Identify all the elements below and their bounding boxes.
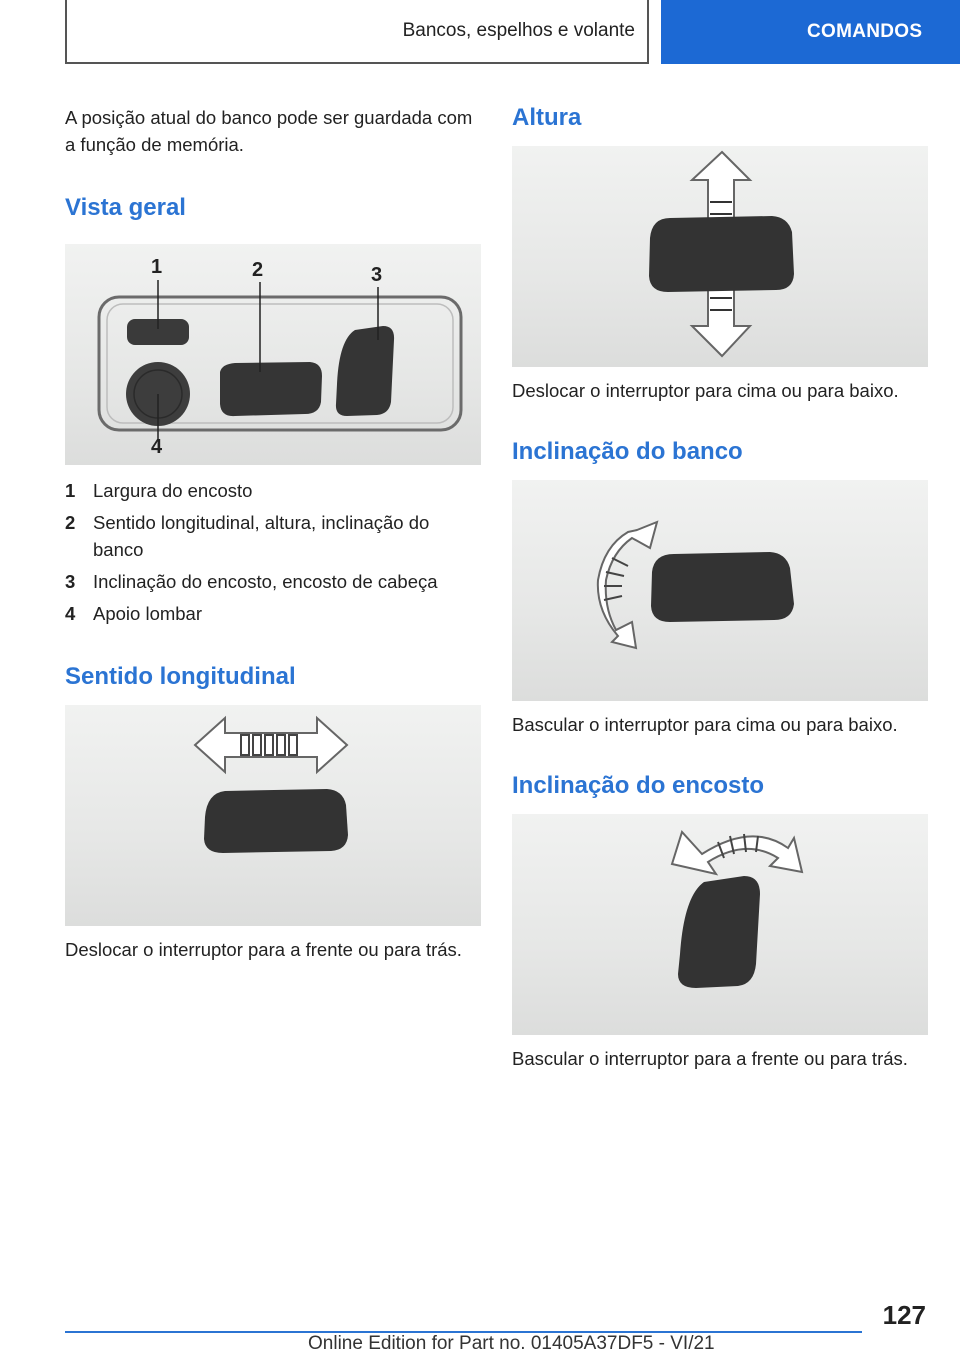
overview-label-4: 4	[151, 436, 163, 458]
longitudinal-switch-image	[65, 705, 481, 926]
intro-paragraph: A posição atual do banco pode ser guardada com a função de memória.	[65, 107, 473, 155]
legend-text: Inclinação do encosto, encosto de cabeça	[93, 571, 438, 592]
header-chapter-title: COMANDOS	[807, 21, 923, 42]
overview-label-1: 1	[151, 256, 163, 278]
seat-controls-overview-svg	[65, 244, 481, 465]
height-heading: Altura	[512, 104, 582, 131]
seat-tilt-heading: Inclinação do banco	[512, 438, 743, 465]
left-column	[65, 96, 481, 963]
backrest-tilt-text: Bascular o interruptor para a frente ou para trás.	[512, 1048, 908, 1069]
legend-item	[65, 568, 481, 595]
legend-number: 1	[65, 480, 76, 501]
footer-edition: Online Edition for Part no. 01405A37DF5 - VI/21	[308, 1333, 715, 1354]
legend-text: Apoio lombar	[93, 603, 203, 624]
legend-number: 3	[65, 571, 76, 592]
seat-tilt-text: Bascular o interruptor para cima ou para baixo.	[512, 714, 898, 735]
backrest-tilt-switch-image	[512, 814, 928, 1035]
height-text: Deslocar o interruptor para cima ou para baixo.	[512, 380, 899, 401]
legend-number: 4	[65, 603, 76, 624]
overview-label-3: 3	[371, 264, 383, 286]
legend-item	[65, 477, 481, 504]
overview-legend	[65, 477, 481, 627]
right-column	[512, 96, 928, 1072]
legend-text: Largura do encosto	[93, 480, 253, 501]
longitudinal-text: Deslocar o interruptor para a frente ou para trás.	[65, 939, 462, 960]
header-section-title: Bancos, espelhos e volante	[402, 20, 635, 41]
header-section-box	[65, 0, 649, 64]
legend-item	[65, 600, 481, 627]
height-switch-svg	[512, 146, 928, 367]
height-switch-image	[512, 146, 928, 367]
backrest-tilt-heading: Inclinação do encosto	[512, 772, 765, 799]
overview-label-2: 2	[252, 259, 264, 281]
seat-controls-overview-image	[65, 244, 481, 465]
legend-item	[65, 509, 481, 563]
legend-text: Sentido longitudinal, altura, inclinação do banco	[93, 512, 430, 560]
page-number: 127	[882, 1300, 926, 1330]
longitudinal-heading: Sentido longitudinal	[65, 663, 296, 690]
longitudinal-switch-svg	[65, 705, 481, 926]
header-chapter-tab[interactable]	[661, 0, 960, 64]
seat-tilt-switch-svg	[512, 480, 928, 701]
seat-tilt-switch-image	[512, 480, 928, 701]
legend-number: 2	[65, 512, 76, 533]
backrest-tilt-switch-svg	[512, 814, 928, 1035]
overview-heading: Vista geral	[65, 194, 186, 221]
